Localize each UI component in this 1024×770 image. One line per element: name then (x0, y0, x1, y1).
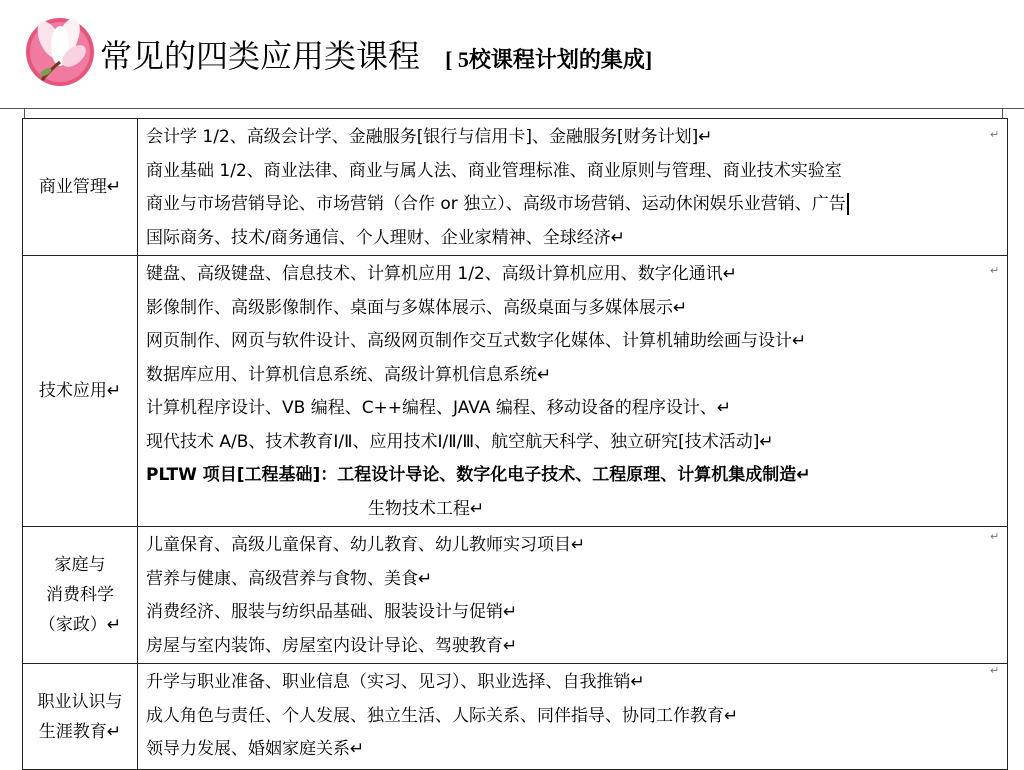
row-end-mark: ↵ (990, 264, 1000, 277)
category-label: （家政）↵ (38, 615, 122, 635)
course-line: 影像制作、高级影像制作、桌面与多媒体展示、高级桌面与多媒体展示↵ (146, 297, 688, 318)
course-line: 国际商务、技术/商务通信、个人理财、企业家精神、全球经济↵ (146, 227, 625, 248)
course-list-cell (138, 119, 1008, 256)
course-line-with-caret (146, 188, 999, 222)
category-label: 职业认识与 (37, 691, 123, 712)
category-cell (23, 664, 138, 770)
table-row-business (23, 119, 1008, 256)
course-line: 房屋与室内装饰、房屋室内设计导论、驾驶教育↵ (146, 635, 518, 656)
category-label: 生涯教育↵ (38, 721, 122, 742)
course-line: 领导力发展、婚姻家庭关系↵ (146, 739, 365, 759)
course-line: 网页制作、网页与软件设计、高级网页制作交互式数字化媒体、计算机辅助绘画与设计↵ (146, 331, 807, 351)
divider-tick-right (1002, 108, 1003, 118)
course-line: 儿童保育、高级儿童保育、幼儿教育、幼儿教师实习项目↵ (146, 535, 586, 555)
category-cell (23, 256, 138, 527)
course-line: 键盘、高级键盘、信息技术、计算机应用 1/2、高级计算机应用、数字化通讯↵ (146, 264, 738, 284)
row-end-mark: ↵ (990, 664, 1000, 677)
course-line: 营养与健康、高级营养与食物、美食↵ (146, 568, 433, 589)
divider-tick-left (24, 108, 25, 118)
course-list-cell (138, 664, 1008, 770)
category-label: 家庭与 (54, 555, 106, 575)
row-end-mark: ↵ (990, 530, 1000, 543)
subtitle-text: [ 5校课程计划的集成] (445, 47, 653, 72)
category-cell (23, 527, 138, 664)
category-cell (23, 119, 138, 256)
text-caret (847, 193, 849, 215)
title-divider (0, 108, 1024, 109)
course-list-cell (138, 527, 1008, 664)
course-line-text: 商业与市场营销导论、市场营销（合作 or 独立）、高级市场营销、运动休闲娱乐业营销、广告 (146, 194, 846, 214)
title-text: 常见的四类应用类课程 (100, 37, 421, 75)
course-line: PLTW 项目[工程基础]：工程设计导论、数字化电子技术、工程原理、计算机集成制造↵ (146, 465, 811, 485)
category-label: 商业管理↵ (38, 177, 122, 197)
course-line: 升学与职业准备、职业信息（实习、见习）、职业选择、自我推销↵ (146, 672, 645, 692)
course-line: 数据库应用、计算机信息系统、高级计算机信息系统↵ (146, 364, 552, 385)
table-row-technology (23, 256, 1008, 527)
course-line: 计算机程序设计、VB 编程、C++编程、JAVA 编程、移动设备的程序设计、↵ (146, 398, 732, 418)
table-row-family (23, 527, 1008, 664)
course-line: 消费经济、服装与纺织品基础、服装设计与促销↵ (146, 602, 518, 622)
course-table (22, 118, 1008, 770)
row-end-mark: ↵ (990, 128, 1000, 141)
course-line: 会计学 1/2、高级会计学、金融服务[银行与信用卡]、金融服务[财务计划]↵ (146, 127, 713, 147)
course-line: 现代技术 A/B、技术教育Ⅰ/Ⅱ、应用技术Ⅰ/Ⅱ/Ⅲ、航空航天科学、独立研究[技术活动]↵ (146, 431, 774, 452)
course-line: 成人角色与责任、个人发展、独立生活、人际关系、同伴指导、协同工作教育↵ (146, 705, 739, 726)
course-table-container (22, 118, 1008, 760)
magnolia-logo (22, 10, 100, 90)
page-title (100, 37, 653, 75)
course-list-cell (138, 256, 1008, 527)
course-line: 生物技术工程↵ (368, 498, 485, 519)
course-line: 商业基础 1/2、商业法律、商业与属人法、商业管理标准、商业原则与管理、商业技术实验室 (146, 160, 842, 181)
table-row-career (23, 664, 1008, 770)
category-label: 消费科学 (46, 585, 114, 605)
category-label: 技术应用↵ (38, 381, 122, 401)
